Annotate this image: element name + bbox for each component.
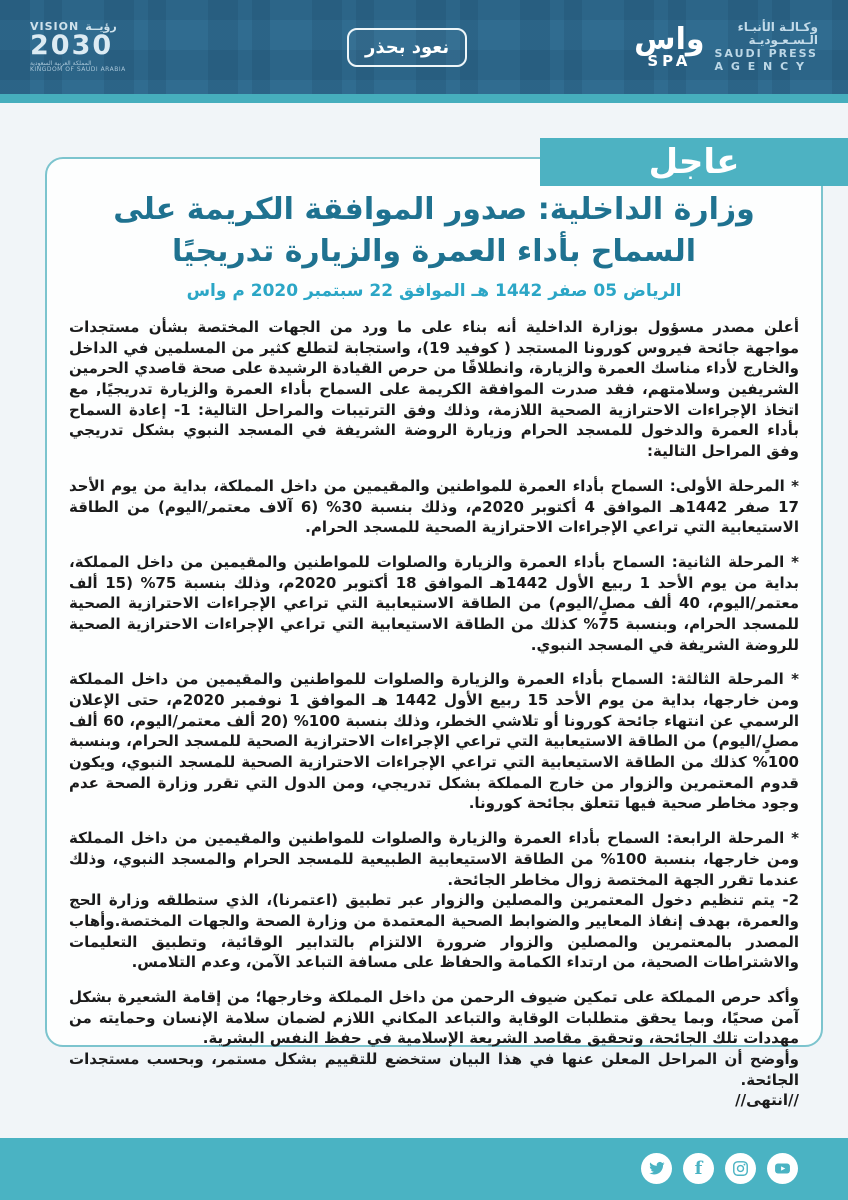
paragraph: * المرحلة الثالثة: السماح بأداء العمرة والزيارة والصلوات للمواطنين والمقيمين من داخل المملكة ومن خارجها، بداية من يوم الأحد 15 ربيع الأول 1442 هـ الموافق 1 نوفمبر 2020م، حتى الإعلان الرسمي عن انتهاء جائحة كورونا أو تلاشي الخطر، وذلك بنسبة 100% (20 ألف معتمر/اليوم، 60 ألف مصلٍ/اليوم) من الطاقة الاستيعابية التي تراعي الإجراءات الاحترازية الصحية للمسجد الحرام، وبنسبة 100% كذلك من الطاقة الاستيعابية التي تراعي الإجراءات الاحترازية الصحية للمسجد النبوي، ويكون قدوم المعتمرين والزوار من خارج المملكة بشكل تدريجي، ومن الدول التي تقرر وزارة الصحة عدم وجود مخاطر صحية فيها تتعلق بجائحة كورونا. [69, 670, 799, 813]
paragraph-block [69, 828, 799, 973]
paragraph: * المرحلة الأولى: السماح بأداء العمرة للمواطنين والمقيمين من داخل المملكة، بداية من يوم الأحد 17 صفر 1442هـ الموافق 4 أكتوبر 2020م، وذلك بنسبة 30% (6 آلاف معتمر/اليوم) من الطاقة الاستيعابية التي تراعي الإجراءات الاحترازية الصحية للمسجد الحرام. [69, 476, 799, 537]
paragraph-block [69, 669, 799, 814]
vision-logo-en: VISION [30, 19, 80, 33]
paragraph: أعلن مصدر مسؤول بوزارة الداخلية أنه بناء على ما ورد من الجهات المختصة بشأن مستجدات مواجهة جائحة فيروس كورونا المستجد ( كوفيد 19)، واستجابة لتطلع كثير من المسلمين في الداخل والخارج لأداء مناسك العمرة والزيارة، وانطلاقًا من حرص القيادة الرشيدة على صحة قاصدي الحرمين الشريفين وسلامتهم، فقد صدرت الموافقة الكريمة على السماح بأداء العمرة والزيارة تدريجيًا, مع اتخاذ الإجراءات الاحترازية الصحية اللازمة، وذلك وفق الترتيبات والمراحل التالية: 1- إعادة السماح بأداء العمرة والدخول للمسجد الحرام وزيارة الروضة الشريفة في المسجد النبوي بشكل تدريجي وفق المراحل التالية: [69, 318, 800, 461]
vision-logo-ar: رؤيــة [85, 19, 117, 33]
facebook-icon[interactable]: f [683, 1153, 714, 1184]
paragraph-block [69, 317, 799, 462]
vision-logo-kingdom-ar: المملكة العربية السعودية [30, 59, 92, 67]
urgent-label: عاجل [648, 142, 740, 182]
paragraph-block [69, 987, 799, 1111]
paragraph: * المرحلة الرابعة: السماح بأداء العمرة والزيارة والصلوات للمواطنين والمقيمين من داخل المملكة ومن خارجها، بنسبة 100% من الطاقة الاستيعابية الطبيعية للمسجد الحرام والمسجد النبوي، وذلك عندما تقرر الجهة المختصة زوال مخاطر الجائحة. [69, 829, 799, 889]
spa-logo-mark: واس SPA [634, 21, 705, 71]
social-icons-row [641, 1153, 798, 1184]
paragraph: 2- يتم تنظيم دخول المعتمرين والمصلين والزوار عبر تطبيق (اعتمرنا)، الذي ستطلقه وزارة الحج والعمرة، بهدف إنفاذ المعايير والضوابط الصحية المعتمدة من وزارة الصحة والجهات المختصة.وأهاب المصدر بالمعتمرين والمصلين والزوار ضرورة الالتزام بالتدابير الوقائية، وتطبيق التعليمات والاشتراطات الصحية، من ارتداء الكمامة والحفاظ على مسافة التباعد الآمن، وعدم التلامس. [69, 891, 799, 972]
vision-logo-kingdom-en: KINGDOM OF SAUDI ARABIA [30, 65, 126, 73]
vision-2030-logo [30, 21, 180, 73]
spa-logo-text: وكـالـة الأنبـاء الـسـعـوديـة SAUDI PRESS A G E N C Y [714, 19, 818, 73]
return-with-caution-badge [347, 28, 467, 67]
article-body [69, 317, 799, 1111]
header-accent-strip [0, 94, 848, 103]
badge-label: نعود بحذر [364, 36, 450, 58]
paragraph: وأكد حرص المملكة على تمكين ضيوف الرحمن من داخل المملكة وخارجها؛ من إقامة الشعيرة بشكل آمن صحيًا، وبما يحقق متطلبات الوقاية والتباعد المكاني اللازم لضمان سلامة الإنسان وحمايته من مهددات تلك الجائحة، وتحقيق مقاصد الشريعة الإسلامية في حفظ النفس البشرية. [69, 987, 799, 1048]
footer-bar [0, 1138, 848, 1200]
twitter-icon[interactable] [641, 1153, 672, 1184]
paragraph-block [69, 552, 799, 655]
paragraph: //انتهى// [735, 1091, 799, 1110]
paragraph: وأوضح أن المراحل المعلن عنها في هذا البيان ستخضع للتقييم بشكل مستمر، وبحسب مستجدات الجائحة. [69, 1050, 799, 1089]
paragraph: * المرحلة الثانية: السماح بأداء العمرة والزيارة والصلوات للمواطنين والمقيمين من داخل المملكة، بداية من يوم الأحد 1 ربيع الأول 1442هـ الموافق 18 أكتوبر 2020م، وذلك بنسبة 75% (15 ألف معتمر/اليوم، 40 ألف مصلٍ/اليوم) من الطاقة الاستيعابية التي تراعي الإجراءات الاحترازية الصحية للمسجد الحرام، وبنسبة 75% كذلك من الطاقة الاستيعابية التي تراعي الإجراءات الاحترازية الصحية للروضة الشريفة في المسجد النبوي. [69, 552, 799, 654]
paragraph-block [69, 476, 799, 538]
press-release-document [45, 157, 823, 1110]
dateline: الرياض 05 صفر 1442 هـ الموافق 22 سبتمبر 2020 م واس [186, 281, 682, 301]
instagram-icon[interactable] [725, 1153, 756, 1184]
header-bar [0, 0, 848, 94]
spa-logo [634, 21, 818, 74]
urgent-banner [540, 138, 848, 186]
vision-logo-2030: 2030 [30, 30, 114, 62]
article-title: وزارة الداخلية: صدور الموافقة الكريمة على السماح بأداء العمرة والزيارة تدريجيًا [113, 192, 755, 269]
youtube-icon[interactable] [767, 1153, 798, 1184]
